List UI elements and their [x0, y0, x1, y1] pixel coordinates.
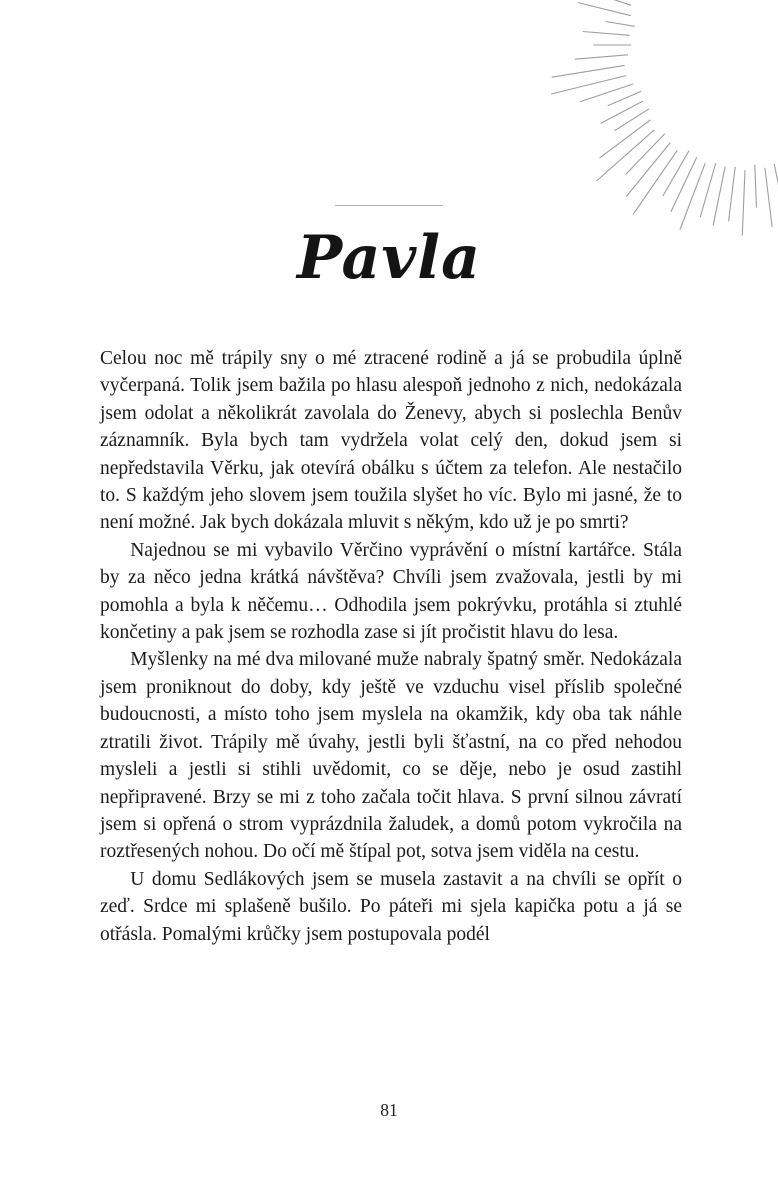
paragraph-3: Myšlenky na mé dva milované muže nabraly špatný směr. Nedokázala jsem proniknout do doby, kdy ještě ve vzduchu visel příslib společné budoucnosti, a místo toho jsem myslela na okamžik, kdy oba tak náhle ztratili život. Trápily mě úvahy, jestli byli šťastní, na co před nehodou mysleli a jestli si stihli uvědomit, co se děje, nebo je osud zastihl nepřipravené. Brzy se mi z toho začala točit hlava. S první silnou závratí jsem si opřená o strom vyprázdnila žaludek, a domů potom vykročila na roztřesených nohou. Do očí mě štípal pot, sotva jsem viděla na cestu. — [100, 649, 682, 863]
paragraph-2: Najednou se mi vybavilo Věrčino vyprávění o místní kartářce. Stála by za něco jedna krátká návštěva? Chvíli jsem zvažovala, jestli by mi pomohla a byla k něčemu… Odhodila jsem pokrývku, protáhla si ztuhlé končetiny a pak jsem se rozhodla zase si jít pročistit hlavu do lesa. — [100, 539, 682, 644]
chapter-divider-rule — [335, 205, 443, 206]
chapter-body — [100, 345, 682, 948]
sunburst-decoration-icon — [550, 0, 778, 245]
page-number: 81 — [380, 1100, 398, 1120]
paragraph-4: U domu Sedlákových jsem se musela zastavit a na chvíli se opřít o zeď. Srdce mi splašeně bušilo. Po páteři mi sjela kapička potu a já se otřásla. Pomalými krůčky jsem postupovala podél — [100, 868, 682, 945]
chapter-title: Pavla — [297, 223, 481, 293]
paragraph-1: Celou noc mě trápily sny o mé ztracené rodině a já se probudila úplně vyčerpaná. Tolik jsem bažila po hlasu alespoň jednoho z nich, nedokázala jsem odolat a několikrát zavolala do Ženevy, abych si poslechla Benův záznamník. Byla bych tam vydržela volat celý den, dokud jsem si nepředstavila Věrku, jak otevírá obálku s účtem za telefon. Ale nestačilo to. S každým jeho slovem jsem toužila slyšet ho víc. Bylo mi jasné, že to není možné. Jak bych dokázala mluvit s někým, kdo už je po smrti? — [100, 348, 682, 534]
